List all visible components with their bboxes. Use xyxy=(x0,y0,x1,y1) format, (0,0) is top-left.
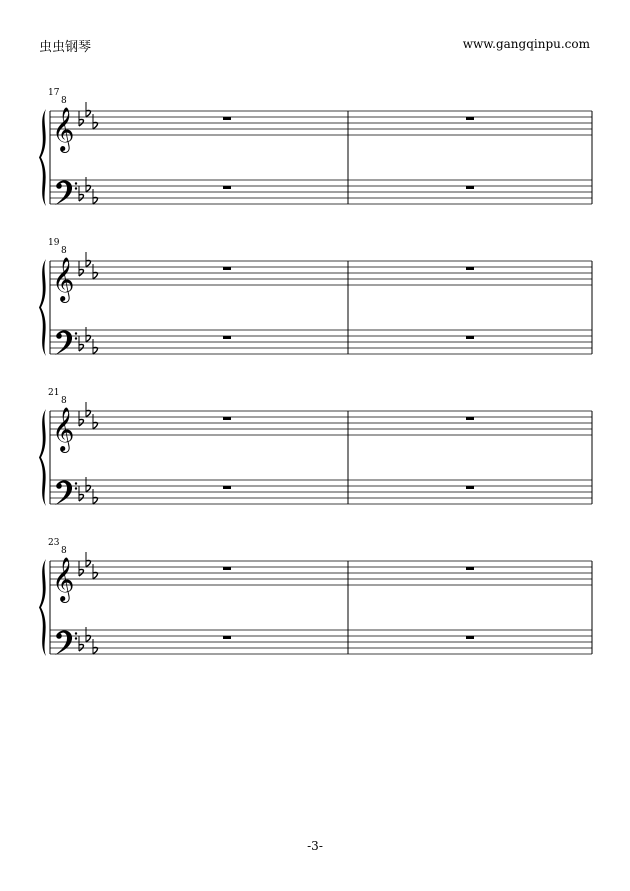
treble-flat-icon xyxy=(93,564,98,579)
bass-clef-head xyxy=(56,333,62,339)
measure-number: 19 xyxy=(48,238,60,248)
brace xyxy=(39,409,46,506)
page-number: -3- xyxy=(307,839,323,853)
treble-whole-rest-icon xyxy=(223,117,231,120)
ottava-mark: 8 xyxy=(61,396,67,406)
ottava-mark: 8 xyxy=(61,246,67,256)
flat-bowl xyxy=(93,422,98,429)
treble-clef-icon: 𝄞 xyxy=(52,257,75,301)
bass-flat-icon xyxy=(93,339,98,354)
bass-whole-rest-icon xyxy=(223,336,231,339)
treble-flat-icon xyxy=(86,102,91,117)
flat-bowl xyxy=(86,110,91,117)
system xyxy=(39,238,592,356)
ottava-mark: 8 xyxy=(61,546,67,556)
bass-clef-icon xyxy=(55,180,77,205)
flat-bowl xyxy=(93,347,98,354)
bass-flat-icon xyxy=(79,636,84,651)
bass-flat-icon xyxy=(93,189,98,204)
bass-clef-dot xyxy=(75,632,77,634)
bass-flat-icon xyxy=(93,489,98,504)
flat-bowl xyxy=(86,635,91,642)
flat-bowl xyxy=(86,335,91,342)
treble-flat-icon xyxy=(93,114,98,129)
bass-clef-head xyxy=(56,183,62,189)
treble-flat-icon xyxy=(79,111,84,126)
flat-bowl xyxy=(86,485,91,492)
ottava-mark: 8 xyxy=(61,96,67,106)
treble-whole-rest-icon xyxy=(223,267,231,270)
brace xyxy=(39,109,46,206)
bass-clef-dot xyxy=(75,482,77,484)
bass-clef-icon xyxy=(55,480,77,505)
flat-bowl xyxy=(93,197,98,204)
measure-number: 17 xyxy=(48,88,60,98)
bass-clef-dot xyxy=(75,487,77,489)
bass-clef-icon xyxy=(55,330,77,355)
bass-clef-dot xyxy=(75,337,77,339)
flat-bowl xyxy=(93,647,98,654)
bass-clef-dot xyxy=(75,637,77,639)
treble-flat-icon xyxy=(86,552,91,567)
bass-whole-rest-icon xyxy=(223,486,231,489)
bass-flat-icon xyxy=(86,177,91,192)
treble-whole-rest-icon xyxy=(466,417,474,420)
bass-flat-icon xyxy=(86,327,91,342)
treble-flat-icon xyxy=(79,261,84,276)
bass-clef-dot xyxy=(75,332,77,334)
flat-bowl xyxy=(86,410,91,417)
treble-clef-icon: 𝄞 xyxy=(52,407,75,451)
bass-clef-dot xyxy=(75,182,77,184)
flat-bowl xyxy=(93,272,98,279)
bass-flat-icon xyxy=(79,186,84,201)
treble-flat-icon xyxy=(86,402,91,417)
bass-flat-icon xyxy=(93,639,98,654)
brace xyxy=(39,259,46,356)
bass-whole-rest-icon xyxy=(223,636,231,639)
treble-whole-rest-icon xyxy=(466,267,474,270)
bass-whole-rest-icon xyxy=(466,636,474,639)
treble-flat-icon xyxy=(93,264,98,279)
bass-flat-icon xyxy=(79,336,84,351)
bass-flat-icon xyxy=(86,477,91,492)
bass-whole-rest-icon xyxy=(466,186,474,189)
flat-bowl xyxy=(93,572,98,579)
treble-whole-rest-icon xyxy=(466,567,474,570)
bass-clef-head xyxy=(56,483,62,489)
bass-whole-rest-icon xyxy=(466,336,474,339)
site-name: 虫虫钢琴 xyxy=(39,40,92,55)
treble-flat-icon xyxy=(86,252,91,267)
treble-flat-icon xyxy=(79,411,84,426)
treble-flat-icon xyxy=(79,561,84,576)
treble-clef-icon: 𝄞 xyxy=(52,557,75,601)
treble-whole-rest-icon xyxy=(223,567,231,570)
bass-clef-icon xyxy=(55,630,77,655)
system xyxy=(39,538,592,656)
system xyxy=(39,88,592,206)
flat-bowl xyxy=(86,260,91,267)
brace xyxy=(39,559,46,656)
bass-whole-rest-icon xyxy=(466,486,474,489)
bass-flat-icon xyxy=(79,486,84,501)
measure-number: 23 xyxy=(48,538,60,548)
flat-bowl xyxy=(86,560,91,567)
flat-bowl xyxy=(93,497,98,504)
treble-clef-icon: 𝄞 xyxy=(52,107,75,151)
treble-whole-rest-icon xyxy=(466,117,474,120)
flat-bowl xyxy=(86,185,91,192)
treble-flat-icon xyxy=(93,414,98,429)
site-url[interactable]: www.gangqinpu.com xyxy=(462,37,590,51)
bass-whole-rest-icon xyxy=(223,186,231,189)
treble-whole-rest-icon xyxy=(223,417,231,420)
flat-bowl xyxy=(93,122,98,129)
system xyxy=(39,388,592,506)
bass-clef-head xyxy=(56,633,62,639)
bass-flat-icon xyxy=(86,627,91,642)
measure-number: 21 xyxy=(48,388,60,398)
bass-clef-dot xyxy=(75,187,77,189)
